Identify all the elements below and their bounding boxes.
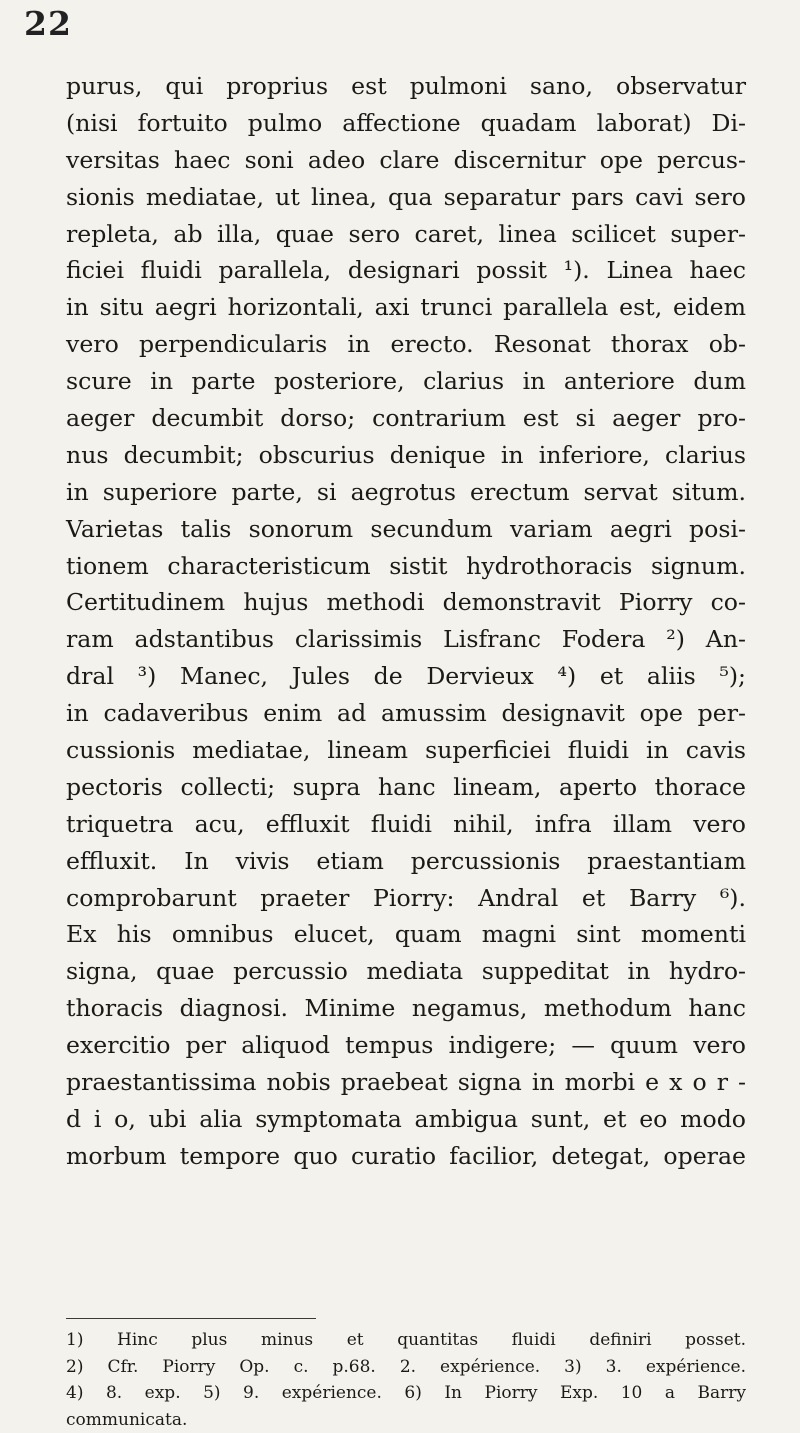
- footnote-line: 2) Cfr. Piorry Op. c. p.68. 2. expérience. 3) 3. expérience.: [66, 1354, 746, 1381]
- text-line: thoracis diagnosi. Minime negamus, methodum hanc: [66, 990, 746, 1027]
- text-line: Ex his omnibus elucet, quam magni sint momenti: [66, 916, 746, 953]
- footnote-divider: [66, 1318, 316, 1319]
- page-number: 22: [24, 4, 72, 43]
- text-line: vero perpendicularis in erecto. Resonat thorax ob-: [66, 326, 746, 363]
- text-line: in superiore parte, si aegrotus erectum servat situm.: [66, 474, 746, 511]
- text-line: triquetra acu, effluxit fluidi nihil, infra illam vero: [66, 806, 746, 843]
- text-line: in situ aegri horizontali, axi trunci parallela est, eidem: [66, 289, 746, 326]
- text-line: effluxit. In vivis etiam percussionis praestantiam: [66, 843, 746, 880]
- text-line: Varietas talis sonorum secundum variam aegri posi-: [66, 511, 746, 548]
- text-line: scure in parte posteriore, clarius in anteriore dum: [66, 363, 746, 400]
- footnotes: [66, 1327, 746, 1433]
- text-line: Certitudinem hujus methodi demonstravit Piorry co-: [66, 584, 746, 621]
- text-line: in cadaveribus enim ad amussim designavit ope per-: [66, 695, 746, 732]
- text-line: pectoris collecti; supra hanc lineam, aperto thorace: [66, 769, 746, 806]
- footnote-line: 1) Hinc plus minus et quantitas fluidi definiri posset.: [66, 1327, 746, 1354]
- text-line: comprobarunt praeter Piorry: Andral et Barry ⁶).: [66, 880, 746, 917]
- text-line: repleta, ab illa, quae sero caret, linea scilicet super-: [66, 216, 746, 253]
- footnote-line: communicata.: [66, 1407, 746, 1433]
- text-line: tionem characteristicum sistit hydrothoracis signum.: [66, 548, 746, 585]
- text-line: signa, quae percussio mediata suppeditat in hydro-: [66, 953, 746, 990]
- text-line: sionis mediatae, ut linea, qua separatur pars cavi sero: [66, 179, 746, 216]
- text-line: purus, qui proprius est pulmoni sano, observatur: [66, 68, 746, 105]
- text-line: (nisi fortuito pulmo affectione quadam laborat) Di-: [66, 105, 746, 142]
- text-line: cussionis mediatae, lineam superficiei fluidi in cavis: [66, 732, 746, 769]
- text-line: morbum tempore quo curatio facilior, detegat, operae: [66, 1138, 746, 1175]
- text-line: ram adstantibus clarissimis Lisfranc Fodera ²) An-: [66, 621, 746, 658]
- text-line: aeger decumbit dorso; contrarium est si aeger pro-: [66, 400, 746, 437]
- text-line: nus decumbit; obscurius denique in inferiore, clarius: [66, 437, 746, 474]
- text-line: versitas haec soni adeo clare discernitur ope percus-: [66, 142, 746, 179]
- body-text: [66, 68, 746, 1175]
- footnote-line: 4) 8. exp. 5) 9. expérience. 6) In Piorry Exp. 10 a Barry: [66, 1380, 746, 1407]
- text-line: exercitio per aliquod tempus indigere; — quum vero: [66, 1027, 746, 1064]
- text-line: dral ³) Manec, Jules de Dervieux ⁴) et aliis ⁵);: [66, 658, 746, 695]
- text-line: d i o, ubi alia symptomata ambigua sunt, et eo modo: [66, 1101, 746, 1138]
- text-line: praestantissima nobis praebeat signa in morbi e x o r -: [66, 1064, 746, 1101]
- text-line: ficiei fluidi parallela, designari possit ¹). Linea haec: [66, 252, 746, 289]
